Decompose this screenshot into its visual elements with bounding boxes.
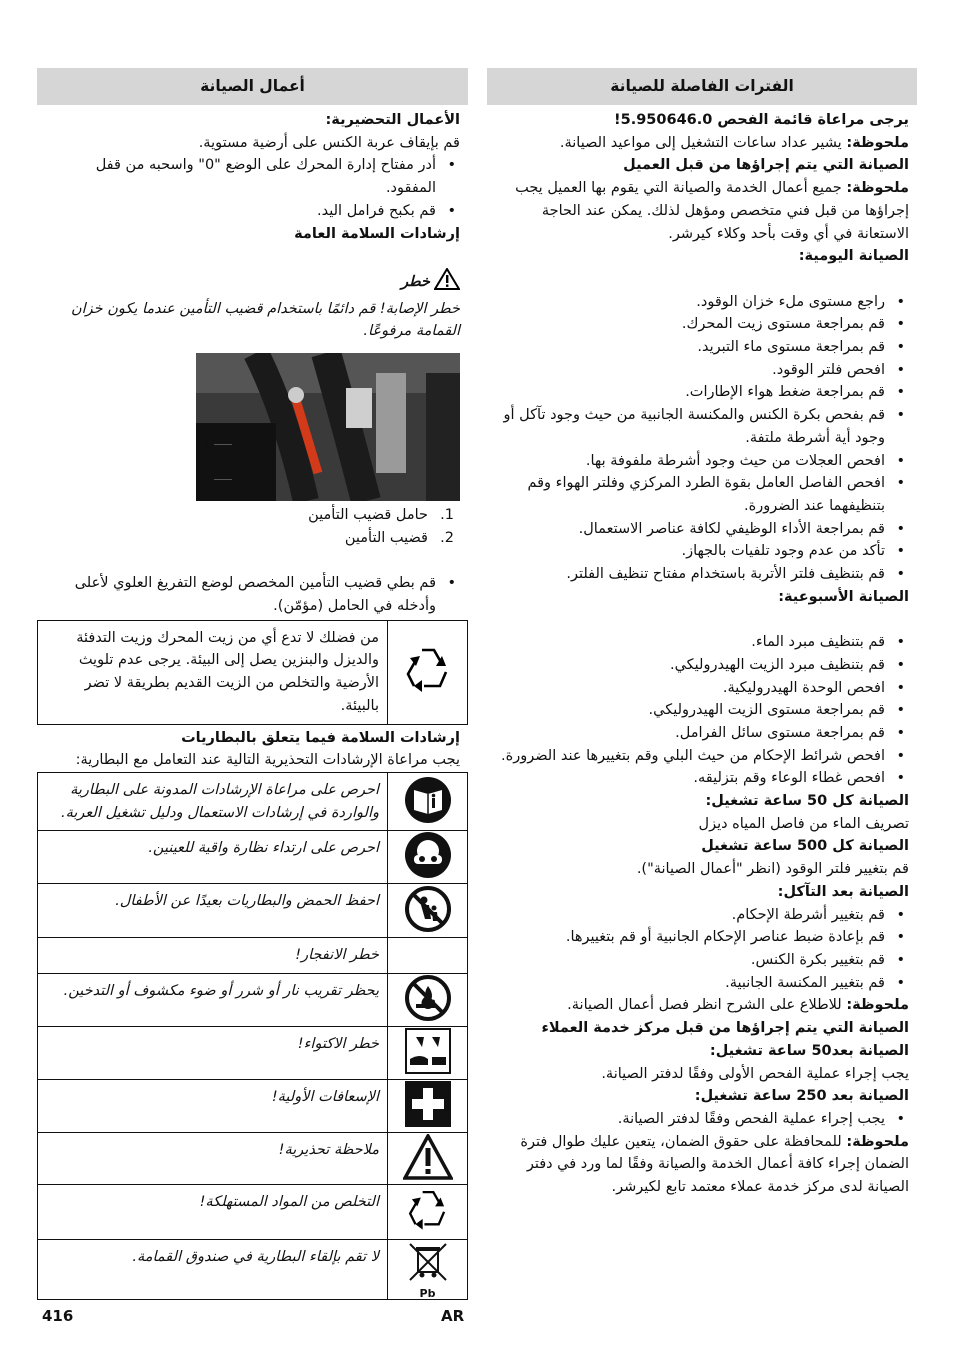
- photo-legend: [37, 504, 468, 549]
- list-item: • افحص الفاصل العامل بقوة الطرد المركزي وفلتر الهواء وقم بتنظيفهما عند الضرورة.: [487, 472, 917, 517]
- heading: الصيانة كل 50 ساعة تشغيل:: [705, 793, 909, 810]
- paragraph: تصريف الماء من فاصل المياه ديزل: [698, 815, 909, 832]
- list-item: • قم بمراجعة مستوى سائل الفرامل.: [487, 722, 917, 745]
- recycle-icon: [388, 620, 468, 724]
- weekly-list: [487, 631, 917, 790]
- legend-item: 1. حامل قضيب التأمين: [308, 507, 454, 524]
- row-text: احفظ الحمض والبطاريات بعيدًا عن الأطفال.: [38, 884, 388, 938]
- first-aid-icon: [388, 1080, 468, 1133]
- list-item: • قم بمراجعة مستوى الزيت الهيدروليكي.: [487, 699, 917, 722]
- paragraph: قم بإيقاف عربة الكنس على أرضية مستوية.: [198, 134, 460, 151]
- heading: الصيانة بعد50 ساعة تشغيل:: [709, 1042, 909, 1059]
- note: ملحوظة: يشير عداد ساعات التشغيل إلى مواعيد الصيانة.: [559, 134, 909, 151]
- page-number: 416: [42, 1307, 74, 1325]
- list-item: • قم بمراجعة مستوى زيت المحرك.: [487, 313, 917, 336]
- list-item: • يجب إجراء عملية الفحص وفقًا لدفتر الصيانة.: [487, 1108, 917, 1131]
- keep-children-away-icon: [388, 884, 468, 938]
- recycle-icon: [388, 1185, 468, 1240]
- list-item: • قم بمراجعة مستوى ماء التبريد.: [487, 336, 917, 359]
- battery-safety-table: [37, 772, 468, 1300]
- empty-icon-cell: [388, 938, 468, 974]
- environment-text: من فضلك لا تدع أي من زيت المحرك وزيت التدفئة والديزل والبنزين يصل إلى البيئة. يرجى عدم تلويث الأرضية والتخلص من الزيت القديم بطريقة لا تضر بالبيئة.: [38, 620, 388, 724]
- note: ملحوظة: للاطلاع على الشرح انظر فصل أعمال الصيانة.: [567, 997, 909, 1014]
- checklist-note: يرجى مراعاة قائمة الفحص 5.950646.0!: [614, 112, 909, 128]
- list-item: • افحص العجلات من حيث وجود أشرطة ملفوفة بها.: [487, 450, 917, 473]
- paragraph: يجب إجراء عملية الفحص الأولى وفقًا لدفتر الصيانة.: [601, 1065, 909, 1082]
- list-item: • افحص الوحدة الهيدروليكية.: [487, 677, 917, 700]
- after250-list: [487, 1108, 917, 1131]
- callout-2: 2: [203, 473, 210, 486]
- heading: الصيانة بعد 250 ساعة تشغيل:: [694, 1088, 909, 1105]
- language-code: AR: [441, 1307, 465, 1325]
- paragraph: قم بتغيير فلتر الوقود (انظر "أعمال الصيانة").: [636, 861, 909, 878]
- warning-triangle-icon: [434, 268, 460, 298]
- heading: إرشادات السلامة العامة: [294, 225, 460, 242]
- manual-icon: [388, 772, 468, 830]
- list-item: • قم بكبح فرامل اليد.: [37, 200, 468, 223]
- list-item: • افحص فلتر الوقود.: [487, 359, 917, 382]
- safety-support-photo: [196, 353, 460, 501]
- note: ملحوظة: للمحافظة على حقوق الضمان، يتعين عليك طوال فترة الضمان إجراء كافة أعمال الخدمة والصيانة وفقًا لما ورد في دفتر الصيانة لدى مركز خدمة عملاء معتمد تابع لكيرشر.: [520, 1133, 909, 1196]
- row-text: التخلص من المواد المستهلكة!: [38, 1185, 388, 1240]
- wear-list: [487, 904, 917, 995]
- list-item: • تأكد من عدم وجود تلفيات بالجهاز.: [487, 540, 917, 563]
- list-item: • قم بتغيير المكنسة الجانبية.: [487, 972, 917, 995]
- list-item: • افحص شرائط الإحكام من حيث البلي وقم بتغييرها عند الضرورة.: [487, 745, 917, 768]
- prep-list: [37, 154, 468, 222]
- heading: إرشادات السلامة فيما يتعلق بالبطاريات: [181, 729, 460, 746]
- corrosive-icon: [388, 1027, 468, 1080]
- heading: الصيانة الأسبوعية:: [778, 588, 909, 605]
- list-item: • افحص غطاء الوعاء وقم بتزليقه.: [487, 767, 917, 790]
- list-item: • قم بمراجعة الأداء الوظيفي لكافة عناصر الاستعمال.: [487, 518, 917, 541]
- environment-box: [37, 620, 468, 725]
- warning-icon: [388, 1133, 468, 1185]
- maintenance-work-column: [37, 68, 468, 1300]
- legend-item: 2. قضيب التأمين: [344, 529, 454, 546]
- list-item: • قم بتغيير بكرة الكنس.: [487, 949, 917, 972]
- heading: الصيانة التي يتم إجراؤها من قبل مركز خدمة العملاء: [541, 1020, 909, 1037]
- list-item: • قم بتنظيف مبرد الزيت الهيدروليكي.: [487, 654, 917, 677]
- callout-1: 1: [203, 438, 210, 451]
- list-item: • راجع مستوى ملء خزان الوقود.: [487, 291, 917, 314]
- list-item: • قم بطي قضيب التأمين المخصص لوضع التفريغ العلوي لأعلى وأدخله في الحامل (مؤمّن).: [37, 572, 468, 617]
- no-fire-icon: [388, 974, 468, 1027]
- row-text: احرص على ارتداء نظارة واقية للعينين.: [38, 831, 388, 884]
- row-text: لا تقم بإلقاء البطارية في صندوق القمامة.: [38, 1240, 388, 1300]
- list-item: • قم بإعادة ضبط عناصر الإحكام الجانبية أو قم بتغييرها.: [487, 926, 917, 949]
- list-item: • قم بمراجعة ضغط هواء الإطارات.: [487, 381, 917, 404]
- danger-text: خطر الإصابة! قم دائمًا باستخدام قضيب التأمين عندما يكون خزان القمامة مرفوعًا.: [70, 300, 460, 340]
- pb-label: Pb: [419, 1287, 436, 1301]
- list-item: • أدر مفتاح إدارة المحرك على الوضع "0" واسحبه من قفل المفقود.: [37, 154, 468, 199]
- row-text: الإسعافات الأولية!: [38, 1080, 388, 1133]
- paragraph: يجب مراعاة الإرشادات التحذيرية التالية عند التعامل مع البطارية:: [75, 752, 460, 769]
- heading: الصيانة بعد التآكل:: [777, 883, 909, 900]
- row-text: ملاحظة تحذيرية!: [38, 1133, 388, 1185]
- maintenance-intervals-column: [487, 68, 917, 1199]
- note: ملحوظة: جميع أعمال الخدمة والصيانة التي يقوم بها العميل يجب إجراؤها من قبل فني متخصص ومؤهل لذلك. يمكن عند الحاجة الاستعانة في أي وقت بأحد وكلاء كيرشر.: [515, 180, 909, 242]
- section-header: أعمال الصيانة: [37, 68, 468, 105]
- heading: الصيانة كل 500 ساعة تشغيل: [701, 838, 909, 855]
- row-text: خطر الاكتواء!: [38, 1027, 388, 1080]
- list-item: • قم بفحص بكرة الكنس والمكنسة الجانبية من حيث وجود تآكل أو وجود أية أشرطة ملتفة.: [487, 404, 917, 449]
- row-text: خطر الانفجار!: [38, 938, 388, 974]
- list-item: • قم بتغيير أشرطة الإحكام.: [487, 904, 917, 927]
- no-trash-pb-icon: [388, 1240, 468, 1300]
- row-text: يحظر تقريب نار أو شرر أو ضوء مكشوف أو التدخين.: [38, 974, 388, 1027]
- list-item: • قم بتنظيف مبرد الماء.: [487, 631, 917, 654]
- danger-heading: خطر: [37, 268, 468, 298]
- daily-list: [487, 291, 917, 586]
- row-text: احرص على مراعاة الإرشادات المدونة على البطارية والواردة في إرشادات الاستعمال ودليل تشغيل العربة.: [38, 772, 388, 830]
- goggles-icon: [388, 831, 468, 884]
- heading: الصيانة اليومية:: [798, 248, 909, 265]
- section-header: الفترات الفاصلة للصيانة: [487, 68, 917, 105]
- heading: الصيانة التي يتم إجراؤها من قبل العميل: [623, 157, 909, 174]
- heading: الأعمال التحضيرية:: [325, 112, 460, 128]
- list-item: • قم بتنظيف فلتر الأتربة باستخدام مفتاح تنظيف الفلتر.: [487, 563, 917, 586]
